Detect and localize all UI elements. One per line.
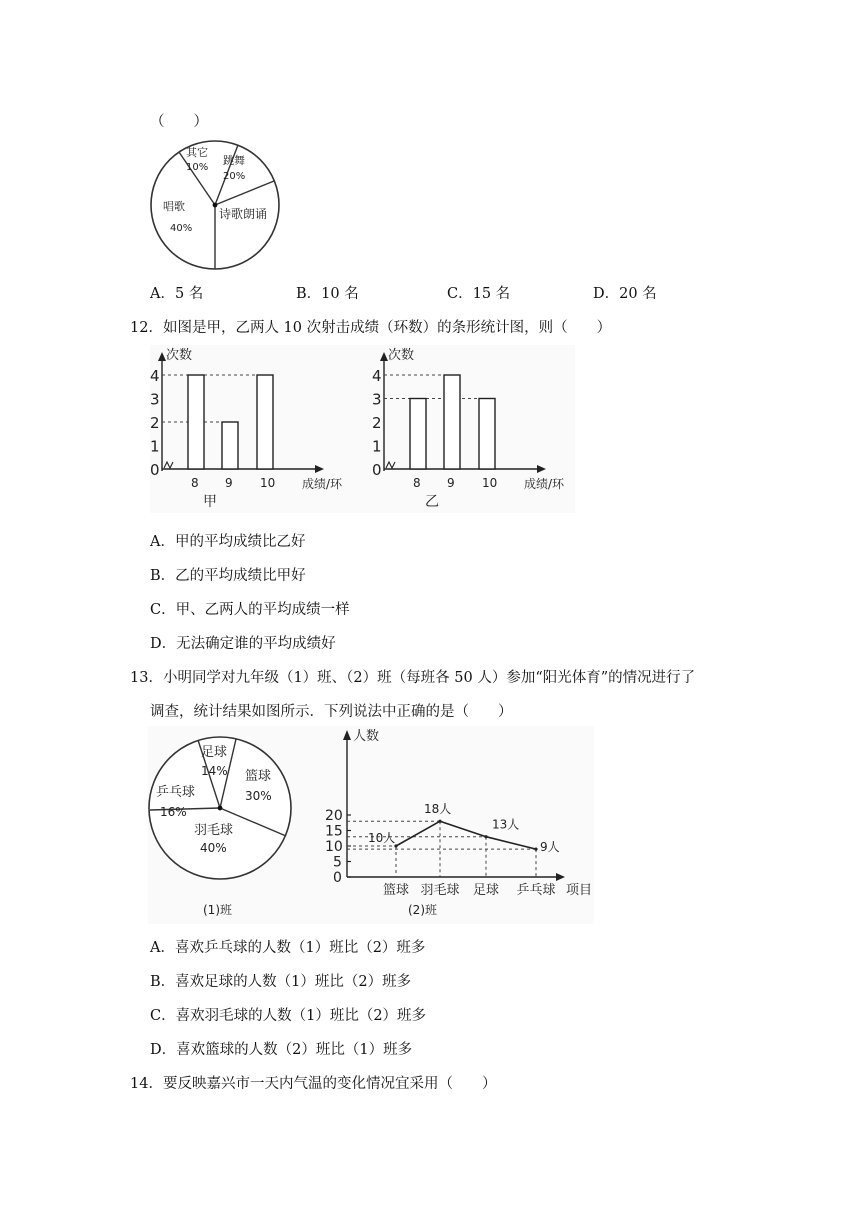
q11-pie-chart: [146, 138, 286, 272]
q11-slice-name: 诗歌朗诵: [219, 207, 268, 221]
x-tick-label: 10: [260, 476, 276, 490]
q13-slice-value: 30%: [245, 789, 272, 803]
y-tick-label: 10: [325, 839, 343, 855]
q13-option-a[interactable]: A．喜欢乒乓球的人数（1）班比（2）班多: [150, 940, 426, 956]
data-label: 10人: [368, 831, 396, 845]
q13-slice-value: 40%: [200, 841, 227, 855]
y-axis-label: 次数: [388, 348, 415, 363]
x-tick-label: 9: [447, 476, 455, 490]
x-axis-label: 项目: [566, 883, 593, 898]
q14-stem: 14．要反映嘉兴市一天内气温的变化情况宜采用（ ）: [130, 1076, 497, 1092]
q13-slice-name: 乒乓球: [156, 785, 196, 800]
x-axis-label: 成绩/环: [524, 477, 565, 491]
y-tick-label: 15: [325, 823, 343, 840]
q13-slice-name: 足球: [201, 745, 228, 760]
x-tick-label: 羽毛球: [420, 883, 460, 898]
x-tick-label: 10: [482, 476, 498, 490]
y-tick-label: 1: [372, 437, 382, 456]
x-tick-label: 足球: [473, 883, 500, 898]
data-point: [438, 820, 441, 823]
y-tick-label: 20: [325, 808, 343, 824]
data-label: 13人: [492, 817, 520, 832]
x-tick-label: 9: [225, 476, 233, 490]
bar: [257, 375, 273, 469]
chart-title: 甲: [203, 494, 217, 510]
bar: [444, 375, 460, 469]
q11-option-c[interactable]: C．15 名: [447, 286, 511, 302]
q12-stem: 12．如图是甲，乙两人 10 次射击成绩（环数）的条形统计图，则（ ）: [130, 320, 612, 336]
q11-option-b[interactable]: B．10 名: [296, 286, 359, 302]
bar: [479, 399, 495, 470]
q12-option-d[interactable]: D．无法确定谁的平均成绩好: [150, 636, 336, 652]
q11-pie-center: [213, 203, 218, 208]
q13-slice-value: 16%: [160, 805, 187, 819]
bar: [222, 422, 238, 469]
q13-option-b[interactable]: B．喜欢足球的人数（1）班比（2）班多: [150, 974, 412, 990]
data-point: [534, 848, 537, 851]
q11-slice-value: 10%: [186, 162, 209, 173]
bar: [410, 399, 426, 470]
bar: [188, 375, 204, 469]
q13-pie-caption: (1)班: [203, 903, 232, 917]
q13-slice-value: 14%: [201, 764, 228, 778]
y-tick-label: 2: [372, 414, 382, 432]
x-tick-label: 8: [413, 476, 421, 490]
q13-slice-name: 篮球: [245, 769, 272, 784]
x-tick-label: 8: [191, 476, 199, 490]
q12-option-a[interactable]: A．甲的平均成绩比乙好: [150, 534, 306, 550]
y-tick-label: 0: [150, 461, 160, 479]
q11-slice-name: 跳舞: [223, 154, 245, 167]
y-tick-label: 2: [150, 414, 160, 432]
q13-pie-center: [218, 806, 223, 811]
q11-slice-name: 唱歌: [163, 200, 185, 213]
q11-answer-paren: （ ）: [150, 114, 208, 130]
y-tick-label: 0: [333, 870, 342, 886]
x-axis-label: 成绩/环: [302, 477, 343, 491]
y-tick-label: 5: [333, 854, 342, 871]
q13-option-d[interactable]: D．喜欢篮球的人数（2）班比（1）班多: [150, 1042, 413, 1058]
data-label: 9人: [540, 840, 560, 855]
q11-option-a[interactable]: A．5 名: [150, 286, 204, 302]
data-point: [484, 835, 487, 838]
x-tick-label: 乒乓球: [516, 883, 556, 898]
chart-title: (2)班: [408, 903, 437, 917]
chart-title: 乙: [425, 494, 439, 510]
q13-option-c[interactable]: C．喜欢羽毛球的人数（1）班比（2）班多: [150, 1008, 427, 1024]
q13-slice-name: 羽毛球: [194, 823, 234, 838]
y-axis-label: 人数: [353, 729, 380, 744]
y-tick-label: 1: [150, 437, 160, 456]
y-axis-label: 次数: [166, 348, 193, 363]
q11-option-d[interactable]: D．20 名: [593, 286, 657, 302]
y-tick-label: 3: [150, 390, 160, 409]
q11-slice-value: 40%: [170, 223, 193, 234]
q12-option-b[interactable]: B．乙的平均成绩比甲好: [150, 568, 306, 584]
data-label: 18人: [424, 802, 452, 817]
q11-slice-name: 其它: [186, 146, 208, 159]
q12-option-c[interactable]: C．甲、乙两人的平均成绩一样: [150, 602, 350, 618]
y-tick-label: 4: [372, 367, 382, 385]
y-tick-label: 0: [372, 461, 382, 479]
q12-bar-charts: [150, 345, 575, 513]
q13-charts: [148, 726, 594, 924]
q13-stem-line2: 调查，统计结果如图所示．下列说法中正确的是（ ）: [150, 704, 513, 720]
q13-stem-line1: 13．小明同学对九年级（1）班、（2）班（每班各 50 人）参加“阳光体育”的情况进行了: [130, 670, 696, 686]
y-tick-label: 4: [150, 367, 160, 385]
x-tick-label: 篮球: [383, 883, 410, 898]
y-tick-label: 3: [372, 390, 382, 409]
q12-chart-background: [150, 345, 575, 513]
q11-slice-value: 20%: [223, 171, 246, 182]
